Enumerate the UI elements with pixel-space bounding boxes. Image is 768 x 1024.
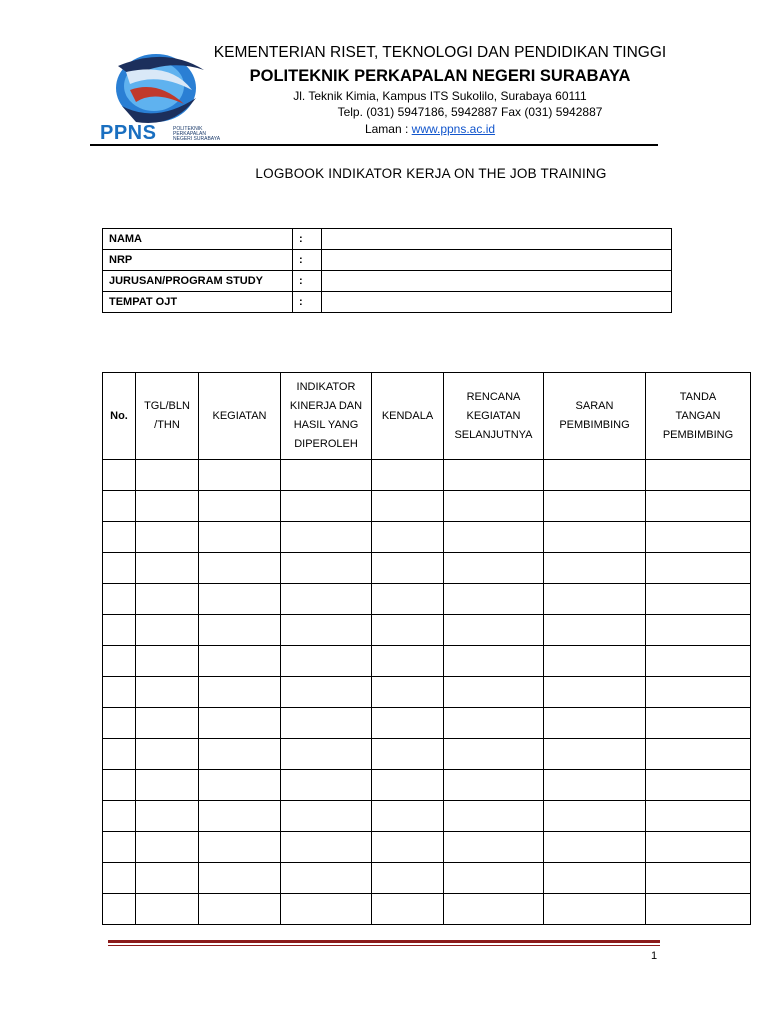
identity-value-field[interactable] xyxy=(322,229,672,250)
logbook-cell[interactable] xyxy=(136,460,199,491)
logbook-cell[interactable] xyxy=(544,491,646,522)
header-signature: TANDA TANGAN PEMBIMBING xyxy=(646,373,751,460)
identity-colon: : xyxy=(293,292,322,313)
logbook-cell[interactable] xyxy=(646,708,751,739)
logbook-cell[interactable] xyxy=(136,894,199,925)
institution-name: POLITEKNIK PERKAPALAN NEGERI SURABAYA xyxy=(249,67,631,85)
logbook-cell[interactable] xyxy=(444,615,544,646)
header-date: TGL/BLN /THN xyxy=(136,373,199,460)
identity-value-field[interactable] xyxy=(322,292,672,313)
logbook-cell[interactable] xyxy=(281,584,372,615)
logbook-cell[interactable] xyxy=(103,677,136,708)
logbook-cell[interactable] xyxy=(372,801,444,832)
ministry-name: KEMENTERIAN RISET, TEKNOLOGI DAN PENDIDIKAN TINGGI xyxy=(213,44,667,61)
logbook-cell[interactable] xyxy=(136,646,199,677)
logbook-cell[interactable] xyxy=(199,646,281,677)
logbook-cell[interactable] xyxy=(544,801,646,832)
logbook-cell[interactable] xyxy=(281,739,372,770)
header-indicator: INDIKATOR KINERJA DAN HASIL YANG DIPEROLEH xyxy=(281,373,372,460)
logbook-cell[interactable] xyxy=(281,832,372,863)
logbook-cell[interactable] xyxy=(646,894,751,925)
logbook-cell[interactable] xyxy=(199,615,281,646)
logbook-cell[interactable] xyxy=(103,553,136,584)
logo-wordmark: PPNS xyxy=(100,122,157,144)
identity-row xyxy=(103,292,672,313)
identity-label: NRP xyxy=(103,250,293,271)
logbook-cell[interactable] xyxy=(372,615,444,646)
logbook-cell[interactable] xyxy=(544,708,646,739)
header-rule xyxy=(90,144,658,146)
logbook-row xyxy=(103,491,751,522)
logbook-row xyxy=(103,739,751,770)
logbook-cell[interactable] xyxy=(199,553,281,584)
logbook-row xyxy=(103,553,751,584)
logbook-cell[interactable] xyxy=(103,863,136,894)
logbook-cell[interactable] xyxy=(103,584,136,615)
website-link[interactable]: www.ppns.ac.id xyxy=(411,122,496,136)
logbook-cell[interactable] xyxy=(103,460,136,491)
identity-row xyxy=(103,229,672,250)
logbook-cell[interactable] xyxy=(103,615,136,646)
logbook-cell[interactable] xyxy=(281,646,372,677)
identity-value-field[interactable] xyxy=(322,271,672,292)
logbook-cell[interactable] xyxy=(646,646,751,677)
logbook-cell[interactable] xyxy=(444,894,544,925)
logbook-cell[interactable] xyxy=(544,832,646,863)
identity-value-field[interactable] xyxy=(322,250,672,271)
logbook-row xyxy=(103,646,751,677)
logbook-row xyxy=(103,863,751,894)
logbook-cell[interactable] xyxy=(646,739,751,770)
logbook-cell[interactable] xyxy=(372,708,444,739)
logbook-cell[interactable] xyxy=(646,677,751,708)
logbook-cell[interactable] xyxy=(444,491,544,522)
logbook-cell[interactable] xyxy=(136,832,199,863)
logbook-cell[interactable] xyxy=(646,615,751,646)
logbook-cell[interactable] xyxy=(136,863,199,894)
logbook-cell[interactable] xyxy=(544,522,646,553)
logbook-cell[interactable] xyxy=(281,770,372,801)
logbook-cell[interactable] xyxy=(444,739,544,770)
logbook-cell[interactable] xyxy=(281,615,372,646)
logbook-cell[interactable] xyxy=(136,708,199,739)
logbook-cell[interactable] xyxy=(103,801,136,832)
logbook-cell[interactable] xyxy=(199,584,281,615)
logbook-cell[interactable] xyxy=(136,584,199,615)
logbook-cell[interactable] xyxy=(544,615,646,646)
logbook-row xyxy=(103,522,751,553)
identity-row xyxy=(103,250,672,271)
logbook-cell[interactable] xyxy=(199,863,281,894)
logo-subtext: POLITEKNIK PERKAPALAN NEGERI SURABAYA xyxy=(173,126,221,142)
identity-label: NAMA xyxy=(103,229,293,250)
logbook-cell[interactable] xyxy=(372,770,444,801)
logbook-cell[interactable] xyxy=(646,460,751,491)
logbook-cell[interactable] xyxy=(372,584,444,615)
logbook-cell[interactable] xyxy=(646,801,751,832)
logbook-cell[interactable] xyxy=(444,708,544,739)
logbook-cell[interactable] xyxy=(103,708,136,739)
logbook-cell[interactable] xyxy=(136,553,199,584)
document-title: LOGBOOK INDIKATOR KERJA ON THE JOB TRAINING xyxy=(255,166,607,181)
logbook-cell[interactable] xyxy=(281,522,372,553)
institution-phone: Telp. (031) 5947186, 5942887 Fax (031) 5942887 xyxy=(337,105,603,119)
logbook-cell[interactable] xyxy=(372,460,444,491)
header-obstacle: KENDALA xyxy=(372,373,444,460)
identity-table xyxy=(102,228,672,313)
logbook-row xyxy=(103,894,751,925)
logbook-cell[interactable] xyxy=(372,553,444,584)
logbook-cell[interactable] xyxy=(199,739,281,770)
logbook-cell[interactable] xyxy=(199,708,281,739)
logbook-cell[interactable] xyxy=(544,460,646,491)
logbook-cell[interactable] xyxy=(281,553,372,584)
logbook-cell[interactable] xyxy=(444,863,544,894)
logbook-cell[interactable] xyxy=(544,863,646,894)
page-number: 1 xyxy=(651,950,658,962)
logbook-row xyxy=(103,801,751,832)
logbook-cell[interactable] xyxy=(544,770,646,801)
logbook-row xyxy=(103,615,751,646)
identity-label: JURUSAN/PROGRAM STUDY xyxy=(103,271,293,292)
logbook-cell[interactable] xyxy=(103,770,136,801)
logbook-cell[interactable] xyxy=(199,460,281,491)
logbook-cell[interactable] xyxy=(199,832,281,863)
header-plan: RENCANA KEGIATAN SELANJUTNYA xyxy=(444,373,544,460)
logbook-cell[interactable] xyxy=(199,522,281,553)
logbook-cell[interactable] xyxy=(281,677,372,708)
logbook-cell[interactable] xyxy=(646,863,751,894)
logbook-row xyxy=(103,770,751,801)
logbook-cell[interactable] xyxy=(544,677,646,708)
header-no: No. xyxy=(103,373,136,460)
logbook-header-row xyxy=(103,373,751,460)
header-advice: SARAN PEMBIMBING xyxy=(544,373,646,460)
logbook-cell[interactable] xyxy=(136,677,199,708)
website-label: Laman : xyxy=(364,122,412,136)
logbook-cell[interactable] xyxy=(544,584,646,615)
logbook-cell[interactable] xyxy=(103,522,136,553)
logbook-cell[interactable] xyxy=(646,770,751,801)
logbook-row xyxy=(103,460,751,491)
logbook-cell[interactable] xyxy=(199,894,281,925)
logbook-cell[interactable] xyxy=(103,894,136,925)
logbook-row xyxy=(103,584,751,615)
logbook-cell[interactable] xyxy=(646,491,751,522)
logbook-cell[interactable] xyxy=(544,894,646,925)
logbook-cell[interactable] xyxy=(199,770,281,801)
logbook-cell[interactable] xyxy=(444,553,544,584)
institution-address: Jl. Teknik Kimia, Kampus ITS Sukolilo, Surabaya 60111 xyxy=(293,89,587,103)
logbook-cell[interactable] xyxy=(544,739,646,770)
logbook-cell[interactable] xyxy=(372,739,444,770)
logbook-cell[interactable] xyxy=(103,646,136,677)
logbook-cell[interactable] xyxy=(103,832,136,863)
identity-label: TEMPAT OJT xyxy=(103,292,293,313)
footer-rule-thin xyxy=(108,945,660,946)
logbook-cell[interactable] xyxy=(444,646,544,677)
logbook-cell[interactable] xyxy=(444,832,544,863)
footer-rule-thick xyxy=(108,940,660,943)
logbook-cell[interactable] xyxy=(199,491,281,522)
logbook-cell[interactable] xyxy=(103,491,136,522)
logbook-cell[interactable] xyxy=(372,832,444,863)
logbook-cell[interactable] xyxy=(281,801,372,832)
logbook-table xyxy=(102,372,751,925)
logbook-cell[interactable] xyxy=(444,584,544,615)
logbook-cell[interactable] xyxy=(281,460,372,491)
logbook-cell[interactable] xyxy=(544,553,646,584)
logbook-cell[interactable] xyxy=(199,801,281,832)
logbook-cell[interactable] xyxy=(444,522,544,553)
logbook-cell[interactable] xyxy=(646,584,751,615)
logbook-cell[interactable] xyxy=(136,801,199,832)
logbook-row xyxy=(103,677,751,708)
logbook-cell[interactable] xyxy=(646,832,751,863)
logbook-cell[interactable] xyxy=(372,646,444,677)
logbook-cell[interactable] xyxy=(372,491,444,522)
logbook-cell[interactable] xyxy=(372,863,444,894)
institution-website-line xyxy=(190,122,670,136)
logbook-cell[interactable] xyxy=(444,801,544,832)
logbook-cell[interactable] xyxy=(281,863,372,894)
logbook-cell[interactable] xyxy=(372,522,444,553)
logbook-cell[interactable] xyxy=(136,522,199,553)
identity-colon: : xyxy=(293,229,322,250)
logbook-cell[interactable] xyxy=(136,739,199,770)
logbook-cell[interactable] xyxy=(372,677,444,708)
header-activity: KEGIATAN xyxy=(199,373,281,460)
logbook-cell[interactable] xyxy=(136,491,199,522)
logbook-cell[interactable] xyxy=(372,894,444,925)
identity-colon: : xyxy=(293,250,322,271)
logbook-cell[interactable] xyxy=(281,708,372,739)
identity-colon: : xyxy=(293,271,322,292)
identity-row xyxy=(103,271,672,292)
logbook-cell[interactable] xyxy=(136,615,199,646)
logbook-row xyxy=(103,708,751,739)
logbook-cell[interactable] xyxy=(281,894,372,925)
logbook-cell[interactable] xyxy=(136,770,199,801)
logbook-cell[interactable] xyxy=(444,460,544,491)
logbook-cell[interactable] xyxy=(199,677,281,708)
logbook-cell[interactable] xyxy=(281,491,372,522)
logbook-row xyxy=(103,832,751,863)
logbook-cell[interactable] xyxy=(103,739,136,770)
logbook-cell[interactable] xyxy=(646,522,751,553)
logbook-cell[interactable] xyxy=(646,553,751,584)
logbook-cell[interactable] xyxy=(444,677,544,708)
logbook-cell[interactable] xyxy=(444,770,544,801)
logbook-cell[interactable] xyxy=(544,646,646,677)
